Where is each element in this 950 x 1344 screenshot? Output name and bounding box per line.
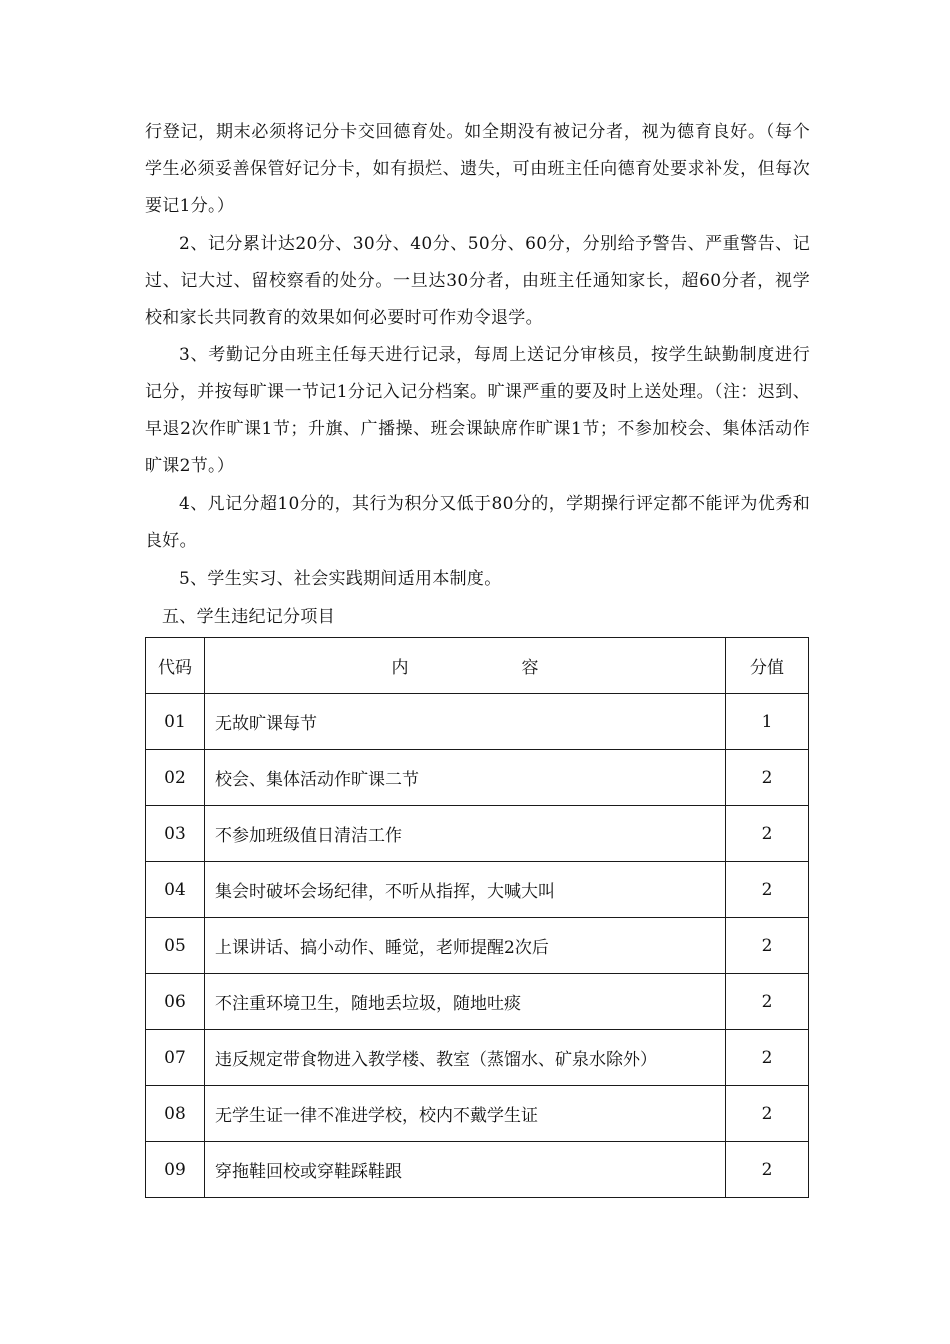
row-content: 违反规定带食物进入教学楼、教室（蒸馏水、矿泉水除外） [205, 1030, 726, 1086]
row-content: 无学生证一律不准进学校，校内不戴学生证 [205, 1086, 726, 1142]
row-code: 07 [146, 1030, 205, 1086]
row-code: 05 [146, 918, 205, 974]
header-score: 分值 [726, 638, 809, 694]
row-content: 不注重环境卫生，随地丢垃圾，随地吐痰 [205, 974, 726, 1030]
header-code: 代码 [146, 638, 205, 694]
row-content: 穿拖鞋回校或穿鞋踩鞋跟 [205, 1142, 726, 1198]
header-content-left: 内 [391, 658, 409, 678]
table-row [146, 1142, 809, 1198]
paragraph-internship: 5、学生实习、社会实践期间适用本制度。 [179, 569, 502, 589]
row-content: 上课讲话、搞小动作、睡觉，老师提醒2次后 [205, 918, 726, 974]
table-row [146, 974, 809, 1030]
table-row [146, 750, 809, 806]
row-score: 2 [726, 1030, 809, 1086]
row-content: 无故旷课每节 [205, 694, 726, 750]
table-row [146, 918, 809, 974]
row-score: 1 [726, 694, 809, 750]
table-row [146, 806, 809, 862]
row-code: 02 [146, 750, 205, 806]
row-score: 2 [726, 750, 809, 806]
table-header-row [146, 638, 809, 694]
paragraph-accumulated-points: 2、记分累计达20分、30分、40分、50分、60分，分别给予警告、严重警告、记过、记大过、留校察看的处分。一旦达30分者，由班主任通知家长，超60分者，视学校和家长共同教育的效果如何必要时可作劝令退学。 [145, 234, 810, 328]
discipline-points-table [145, 637, 809, 1198]
row-code: 09 [146, 1142, 205, 1198]
row-score: 2 [726, 1086, 809, 1142]
paragraph-attendance: 3、考勤记分由班主任每天进行记录，每周上送记分审核员，按学生缺勤制度进行记分，并按每旷课一节记1分记入记分档案。旷课严重的要及时上送处理。（注：迟到、早退2次作旷课1节；升旗、广播操、班会课缺席作旷课1节；不参加校会、集体活动作旷课2节。） [145, 345, 810, 476]
table-row [146, 862, 809, 918]
row-code: 04 [146, 862, 205, 918]
table-row [146, 694, 809, 750]
row-content: 不参加班级值日清洁工作 [205, 806, 726, 862]
row-score: 2 [726, 918, 809, 974]
row-code: 08 [146, 1086, 205, 1142]
table-row [146, 1030, 809, 1086]
paragraph-record-card: 行登记，期末必须将记分卡交回德育处。如全期没有被记分者，视为德育良好。（每个学生必须妥善保管好记分卡，如有损烂、遗失，可由班主任向德育处要求补发，但每次要记1分。） [145, 122, 810, 216]
row-code: 06 [146, 974, 205, 1030]
row-content: 校会、集体活动作旷课二节 [205, 750, 726, 806]
row-score: 2 [726, 806, 809, 862]
paragraph-evaluation: 4、凡记分超10分的，其行为积分又低于80分的，学期操行评定都不能评为优秀和良好。 [145, 494, 810, 551]
row-score: 2 [726, 974, 809, 1030]
section-heading: 五、学生违纪记分项目 [162, 607, 335, 627]
row-content: 集会时破坏会场纪律，不听从指挥，大喊大叫 [205, 862, 726, 918]
row-score: 2 [726, 1142, 809, 1198]
row-score: 2 [726, 862, 809, 918]
header-content [205, 638, 726, 694]
header-content-right: 容 [521, 658, 539, 678]
row-code: 03 [146, 806, 205, 862]
row-code: 01 [146, 694, 205, 750]
table-row [146, 1086, 809, 1142]
